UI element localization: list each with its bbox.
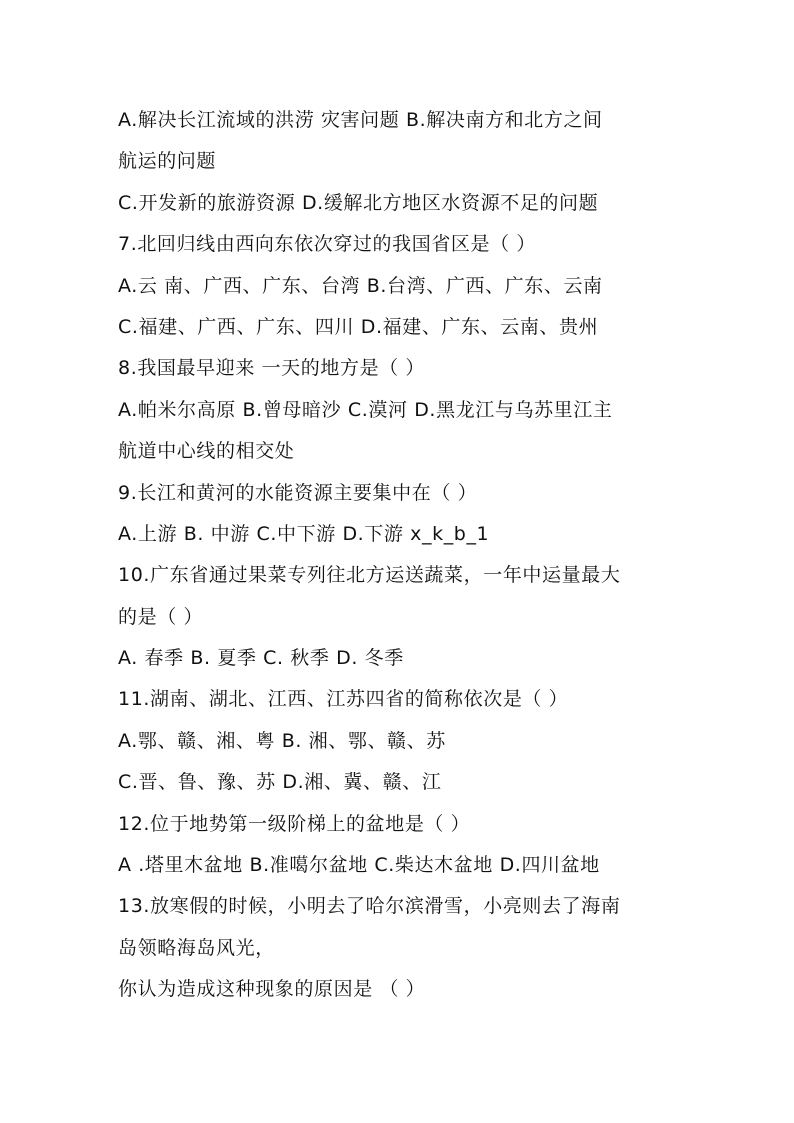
text-line: C.开发新的旅游资源 D.缓解北方地区水资源不足的问题 bbox=[118, 191, 599, 214]
question-13: 13.放寒假的时候，小明去了哈尔滨滑雪，小亮则去了海南 bbox=[118, 895, 621, 918]
question-10: 10.广东省通过果菜专列往北方运送蔬菜，一年中运量最大 bbox=[118, 564, 621, 587]
text-line: 的是（ ） bbox=[118, 605, 204, 628]
text-line: A.上游 B. 中游 C.中下游 D.下游 x_k_b_1 bbox=[118, 522, 490, 545]
text-line: 你认为造成这种现象的原因是 （ ） bbox=[118, 978, 426, 1001]
text-line: 航运的问题 bbox=[118, 150, 217, 173]
text-line: 岛领略海岛风光， bbox=[118, 936, 275, 959]
text-line: C.晋、鲁、豫、苏 D.湘、冀、赣、江 bbox=[118, 771, 442, 794]
text-line: A.帕米尔高原 B.曾母暗沙 C.漠河 D.黑龙江与乌苏里江主 bbox=[118, 398, 613, 421]
question-11: 11.湖南、湖北、江西、江苏四省的简称依次是（ ） bbox=[118, 688, 569, 711]
text-line: A .塔里木盆地 B.准噶尔盆地 C.柴达木盆地 D.四川盆地 bbox=[118, 854, 600, 877]
text-line: C.福建、广西、广东、四川 D.福建、广东、云南、贵州 bbox=[118, 315, 599, 338]
question-12: 12.位于地势第一级阶梯上的盆地是（ ） bbox=[118, 812, 471, 835]
question-9: 9.长江和黄河的水能资源主要集中在（ ） bbox=[118, 481, 478, 504]
text-line: 航道中心线的相交处 bbox=[118, 440, 295, 463]
text-line: A.鄂、赣、湘、粤 B. 湘、鄂、赣、苏 bbox=[118, 729, 446, 752]
text-line: A. 春季 B. 夏季 C. 秋季 D. 冬季 bbox=[118, 647, 404, 670]
question-8: 8.我国最早迎来 一天的地方是（ ） bbox=[118, 357, 426, 380]
text-line: A.云 南、广西、广东、台湾 B.台湾、广西、广东、云南 bbox=[118, 274, 603, 297]
document-page bbox=[118, 100, 678, 1011]
question-7: 7.北回归线由西向东依次穿过的我国省区是（ ） bbox=[118, 233, 536, 256]
text-line: A.解决长江流域的洪涝 灾害问题 B.解决南方和北方之间 bbox=[118, 109, 603, 131]
